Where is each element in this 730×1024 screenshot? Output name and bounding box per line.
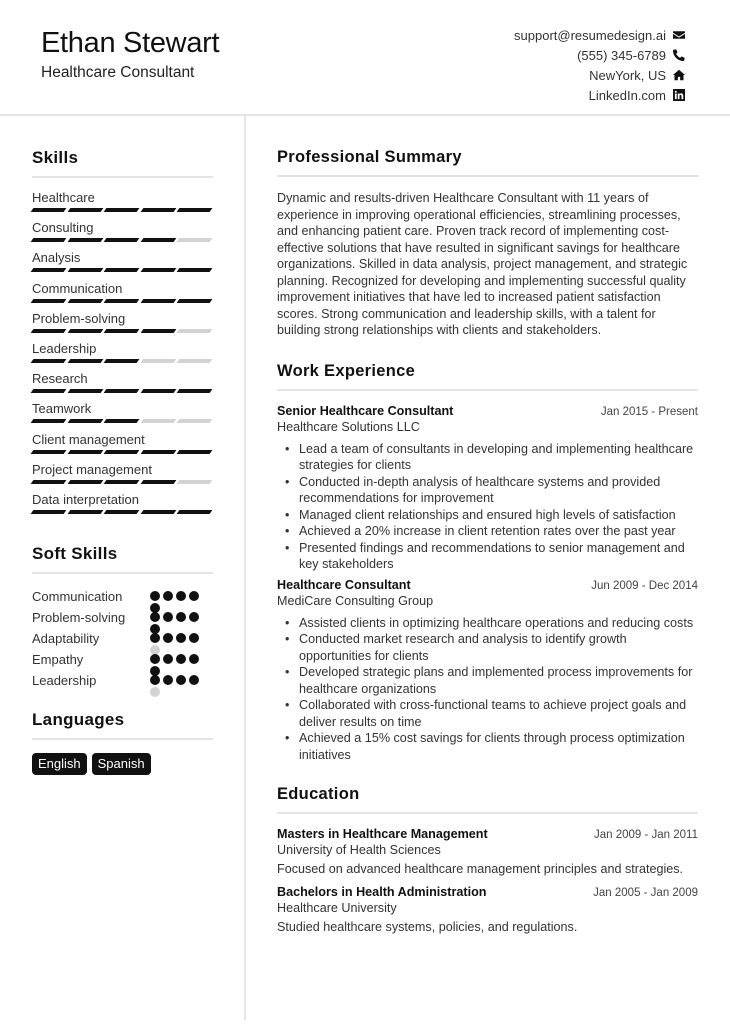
skill-level-segment — [104, 238, 139, 242]
job-dates: Jan 2015 - Present — [600, 405, 698, 418]
skill-level-segment — [140, 480, 175, 484]
skill-level-segment — [31, 450, 66, 454]
level-dot — [150, 612, 160, 622]
sidebar — [32, 148, 213, 775]
skill-item — [32, 250, 213, 280]
skill-level-segment — [31, 419, 66, 423]
skill-level-segment — [177, 238, 212, 242]
candidate-title: Healthcare Consultant — [41, 64, 195, 81]
level-dot — [163, 675, 173, 685]
job-entry — [277, 578, 698, 764]
skill-item — [32, 432, 213, 462]
linkedin-text: LinkedIn.com — [588, 87, 666, 103]
skill-level-segment — [67, 480, 102, 484]
job-bullet: • Managed client relationships and ensured high levels of satisfaction — [299, 507, 698, 524]
skill-level-bars — [32, 419, 213, 423]
soft-skill-name: Adaptability — [32, 631, 100, 647]
skill-level-segment — [67, 329, 102, 333]
skill-level-segment — [140, 510, 175, 514]
level-dot — [189, 654, 199, 664]
level-dot — [163, 612, 173, 622]
skill-level-segment — [67, 268, 102, 272]
skill-level-segment — [140, 419, 175, 423]
education-header — [277, 827, 698, 841]
level-dot — [189, 612, 199, 622]
skill-level-bars — [32, 329, 213, 333]
skill-level-segment — [177, 268, 212, 272]
skill-name: Communication — [32, 280, 123, 296]
soft-skill-item — [32, 628, 213, 649]
linkedin-icon — [673, 89, 685, 101]
skill-name: Consulting — [32, 220, 94, 236]
skill-level-bars — [32, 268, 213, 272]
skill-level-segment — [177, 419, 212, 423]
envelope-icon — [673, 29, 685, 41]
education-dates: Jan 2009 - Jan 2011 — [593, 829, 698, 841]
level-dot — [189, 633, 199, 643]
job-bullet: • Assisted clients in optimizing healthcare operations and reducing costs — [299, 615, 698, 632]
job-header — [277, 578, 698, 592]
contact-email[interactable] — [514, 25, 685, 45]
skills-section — [32, 148, 213, 522]
soft-skill-name: Communication — [32, 589, 123, 605]
jobs-list — [277, 404, 698, 764]
skill-level-segment — [67, 238, 102, 242]
level-dot — [163, 633, 173, 643]
skill-level-segment — [67, 208, 102, 212]
soft-skills-list — [32, 586, 213, 691]
skill-level-bars — [32, 238, 213, 242]
skill-item — [32, 371, 213, 401]
education-section — [277, 785, 698, 934]
skill-level-segment — [104, 268, 139, 272]
contact-location — [514, 65, 685, 85]
level-dot — [176, 612, 186, 622]
soft-skill-level-dots — [150, 633, 199, 643]
skill-item — [32, 311, 213, 341]
skill-level-segment — [177, 450, 212, 454]
skill-level-segment — [104, 208, 139, 212]
languages-section — [32, 710, 213, 775]
skill-item — [32, 220, 213, 250]
skill-level-segment — [67, 450, 102, 454]
main-content — [277, 148, 698, 934]
skill-level-segment — [104, 359, 139, 363]
level-dot — [163, 654, 173, 664]
skill-name: Healthcare — [32, 190, 95, 205]
candidate-name: Ethan Stewart — [41, 27, 220, 59]
skill-level-segment — [140, 268, 175, 272]
level-dot — [176, 591, 186, 601]
skill-name: Client management — [32, 431, 145, 447]
soft-skill-name: Problem-solving — [32, 610, 126, 626]
skill-level-segment — [177, 510, 212, 514]
job-bullet: • Achieved a 20% increase in client retention rates over the past year — [299, 523, 698, 540]
location-text: NewYork, US — [589, 67, 666, 83]
education-header — [277, 885, 698, 899]
skill-level-segment — [177, 299, 212, 303]
job-bullets — [277, 441, 698, 573]
skill-level-bars — [32, 480, 213, 484]
skill-level-segment — [31, 480, 66, 484]
skill-name: Data interpretation — [32, 491, 139, 507]
soft-skill-level-dots — [150, 654, 199, 664]
soft-skill-item — [32, 670, 213, 691]
job-bullet: • Conducted market research and analysis to identify growth opportunities for clients — [299, 631, 698, 664]
skill-item — [32, 281, 213, 311]
column-divider — [244, 116, 246, 1020]
skill-name: Project management — [32, 461, 152, 477]
skills-list — [32, 190, 213, 522]
email-text: support@resumedesign.ai — [514, 27, 666, 43]
skill-level-segment — [104, 450, 139, 454]
job-entry — [277, 404, 698, 573]
section-title-summary: Professional Summary — [277, 148, 698, 177]
skill-level-segment — [177, 208, 212, 212]
job-bullet: • Developed strategic plans and implemented process improvements for healthcare organizations — [299, 664, 698, 697]
language-tags — [32, 753, 213, 775]
skill-level-segment — [177, 480, 212, 484]
skill-level-segment — [140, 389, 175, 393]
degree: Bachelors in Health Administration — [277, 885, 487, 899]
soft-skill-item — [32, 586, 213, 607]
language-tag: Spanish — [92, 753, 151, 775]
skill-level-segment — [177, 389, 212, 393]
skill-level-bars — [32, 359, 213, 363]
skill-level-bars — [32, 299, 213, 303]
work-experience-section — [277, 362, 698, 764]
phone-text: (555) 345-6789 — [577, 47, 666, 63]
contact-phone[interactable] — [514, 45, 685, 65]
education-entry — [277, 885, 698, 934]
skill-name: Leadership — [32, 340, 97, 356]
skill-level-bars — [32, 208, 213, 212]
soft-skill-name: Leadership — [32, 673, 97, 689]
job-role: Healthcare Consultant — [277, 577, 411, 592]
level-dot — [189, 591, 199, 601]
education-list — [277, 827, 698, 934]
home-icon — [673, 69, 685, 81]
contact-linkedin[interactable] — [514, 85, 685, 105]
education-description: Studied healthcare systems, policies, and regulations. — [277, 920, 578, 934]
soft-skill-level-dots — [150, 612, 199, 622]
education-dates: Jan 2005 - Jan 2009 — [593, 887, 698, 899]
level-dot — [150, 654, 160, 664]
skill-level-bars — [32, 450, 213, 454]
skill-level-segment — [140, 329, 175, 333]
job-header — [277, 404, 698, 418]
skill-level-segment — [67, 359, 102, 363]
skill-level-bars — [32, 510, 213, 514]
skill-level-segment — [31, 299, 66, 303]
skill-level-segment — [67, 299, 102, 303]
section-title-work: Work Experience — [277, 362, 698, 391]
skill-level-segment — [104, 329, 139, 333]
soft-skill-level-dots — [150, 675, 199, 685]
level-dot — [150, 591, 160, 601]
language-tag: English — [32, 753, 87, 775]
skill-item — [32, 341, 213, 371]
level-dot — [176, 633, 186, 643]
skill-level-segment — [31, 359, 66, 363]
skill-level-segment — [140, 299, 175, 303]
skill-item — [32, 492, 213, 522]
job-bullet: • Collaborated with cross-functional teams to achieve project goals and deliver results on time — [299, 697, 698, 730]
skill-level-segment — [140, 359, 175, 363]
skill-level-segment — [67, 419, 102, 423]
level-dot — [176, 654, 186, 664]
skill-name: Research — [32, 371, 88, 387]
job-company: Healthcare Solutions LLC — [277, 419, 420, 434]
section-title-languages: Languages — [32, 710, 213, 740]
skill-level-segment — [177, 329, 212, 333]
level-dot — [176, 675, 186, 685]
skill-level-segment — [140, 238, 175, 242]
skill-level-segment — [104, 419, 139, 423]
job-company: MediCare Consulting Group — [277, 593, 434, 608]
education-description: Focused on advanced healthcare management principles and strategies. — [277, 862, 684, 876]
skill-level-segment — [67, 389, 102, 393]
level-dot — [189, 675, 199, 685]
skill-level-segment — [67, 510, 102, 514]
school-name: University of Health Sciences — [277, 843, 441, 857]
skill-level-segment — [31, 208, 66, 212]
skill-level-bars — [32, 389, 213, 393]
skill-name: Problem-solving — [32, 310, 126, 326]
skill-level-segment — [31, 238, 66, 242]
job-bullets — [277, 615, 698, 764]
degree: Masters in Healthcare Management — [277, 827, 488, 841]
soft-skill-item — [32, 607, 213, 628]
skill-item — [32, 462, 213, 492]
resume-header — [0, 0, 730, 116]
skill-level-segment — [31, 329, 66, 333]
skill-level-segment — [31, 268, 66, 272]
section-title-soft-skills: Soft Skills — [32, 544, 213, 574]
summary-text: Dynamic and results-driven Healthcare Consultant with 11 years of experience in improving operational efficiencies, streamlining processes, and enhancing patient care. Proven track record of implementing cost-effective solutions that have resulted in significant savings for healthcare organizations. Skilled in data analysis, project management, and strategic planning. Recognized for developing and implementing successful quality improvement initiatives that have led to increased patient satisfaction scores. Strong communication and leadership skills, with a talent for building strong relationships with clients and stakeholders. — [277, 191, 688, 337]
summary-section — [277, 148, 698, 339]
level-dot — [163, 591, 173, 601]
skill-level-segment — [31, 510, 66, 514]
skill-level-segment — [104, 389, 139, 393]
skill-level-segment — [140, 208, 175, 212]
skill-item — [32, 401, 213, 431]
skill-level-segment — [104, 510, 139, 514]
soft-skill-name: Empathy — [32, 652, 84, 668]
job-role: Senior Healthcare Consultant — [277, 403, 454, 418]
job-bullet: • Lead a team of consultants in developing and implementing healthcare strategies for clients — [299, 441, 698, 474]
skill-level-segment — [177, 359, 212, 363]
section-title-skills: Skills — [32, 148, 213, 178]
soft-skill-item — [32, 649, 213, 670]
skill-level-segment — [104, 299, 139, 303]
education-entry — [277, 827, 698, 876]
skill-level-segment — [140, 450, 175, 454]
contact-info — [514, 25, 685, 105]
job-dates: Jun 2009 - Dec 2014 — [591, 579, 698, 592]
skill-level-segment — [31, 389, 66, 393]
job-bullet: • Conducted in-depth analysis of healthcare systems and provided recommendations for improvement — [299, 474, 698, 507]
level-dot — [150, 687, 160, 697]
level-dot — [150, 633, 160, 643]
school-name: Healthcare University — [277, 901, 397, 915]
skill-name: Analysis — [32, 250, 81, 266]
skill-name: Teamwork — [32, 401, 92, 417]
soft-skill-level-dots — [150, 591, 199, 601]
soft-skills-section — [32, 544, 213, 691]
skill-item — [32, 190, 213, 220]
skill-level-segment — [104, 480, 139, 484]
job-bullet: • Achieved a 15% cost savings for clients through process optimization initiatives — [299, 730, 698, 763]
section-title-education: Education — [277, 785, 698, 814]
phone-icon — [673, 49, 685, 61]
job-bullet: • Presented findings and recommendations to senior management and key stakeholders — [299, 540, 698, 573]
level-dot — [150, 675, 160, 685]
